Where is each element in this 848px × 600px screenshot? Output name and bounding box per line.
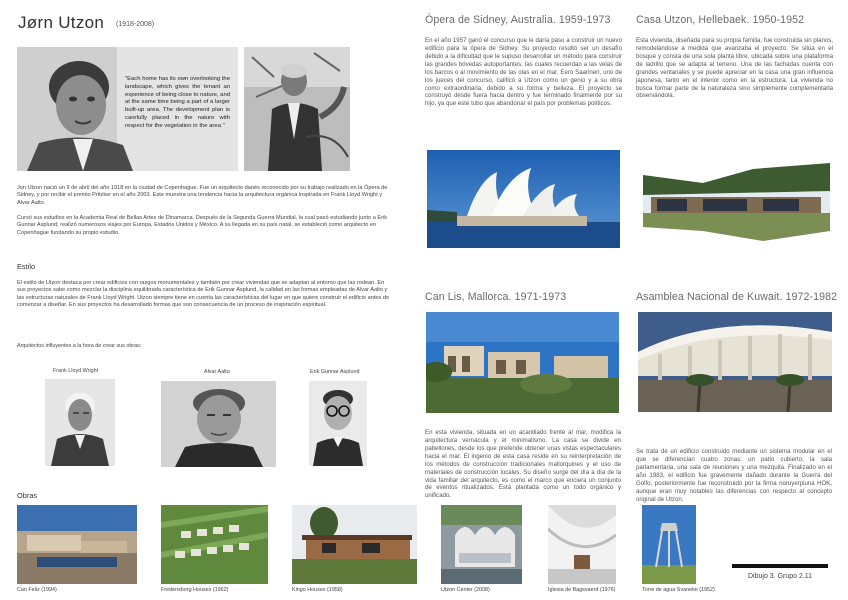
work-caption-can-feliz: Can Feliz (1994) [17, 587, 57, 593]
work-photo-svaneke [642, 505, 696, 584]
aalto-portrait [161, 381, 276, 467]
kuwait-text: Se trata de un edificio construido mediante un sistema modular en el que se diferencian cuatro zonas: un patio cubierto, la sala parlamentaria, una sala de reuniones y una mezquita. Finalizado en el año 1983, el edificio fue gravemente dañado durante la Guerra del Golfo, posteriormente fue reconstruido por la firma noruyerpiuna HOK, aunque eran muy notables las diferencias con respecto al concepto original de Utzon. [636, 448, 832, 503]
work-photo-kingo [292, 505, 417, 584]
sydney-title: Ópera de Sidney, Australia. 1959-1973 [425, 14, 611, 26]
works-heading: Obras [17, 491, 38, 500]
kuwait-title: Asamblea Nacional de Kuwait. 1972-1982 [636, 291, 838, 303]
hellebaek-title: Casa Utzon, Hellebaek. 1950-1952 [636, 14, 805, 26]
footer-label: Dibujo 3. Grupo 2.11 [748, 573, 813, 580]
wright-portrait [45, 379, 115, 466]
style-heading: Estilo [17, 262, 36, 271]
kuwait-photo [638, 312, 832, 412]
canlis-text: En esta vivienda, situada en un acantilado frente al mar, modifica la arquitectura vernácula y el minimalismo. La casa se divide en pabellones, desde los que pretende obtener unas vistas espectaculares hacia el mar. El ingenio de esta casa reside en su reinterpretación de los métodos de construcción tradicionales mallorquines y el uso de materiales de construcción locales. Su diseño surge del día a día de la vida familiar del arquitecto, es como el marco que enciera un conjunto de eventos ritualizados. Está plantada como un todo orgánico y unificado. [425, 429, 621, 500]
work-caption-kingo: Kingo Houses (1958) [292, 587, 343, 593]
work-caption-utzon-center: Utzon Center (2008) [441, 587, 490, 593]
bio-paragraph-1: Jon Utzon nació un 9 de abril del año 1918 en la ciudad de Copenhague. Fue un arquitecto danés reconocido por su trabajo realizado en la Ópera de Sidney, y por recibir el premio Pritzker en el año 2003. Este muestra una tendencia hacia la arquitectura orgánica inspirada en Frank Lloyd Wright y Alvar Aalto. [17, 185, 388, 206]
utzon-sketch-photo [244, 47, 350, 171]
hellebaek-house-photo [643, 161, 830, 241]
utzon-quote: "Each home has its own overlooking the landscape, which gives the tenant an experience of being close to nature, and at the same time being a part of a larger built-up area. The development plan is carefully placed in the nature with respect for the vegetation in the area." [125, 76, 230, 129]
work-photo-fredensborg [161, 505, 268, 584]
influence-name-asplund: Erik Gunnar Asplund [310, 369, 360, 375]
work-caption-fredensborg: Fredensborg Houses (1962) [161, 587, 229, 593]
sydney-text: En el año 1957 ganó el concurso que le daría paso a construir un nuevo edificio para la ópera de Sidney. Su proyecto resultó ser un desafío debido a la dificultad que le supuso desarrollar un método para construir las grandes bóvedas autoportantes, las cuales recuerdan a las velas de los barcos o al movimiento de las olas en el mar. Eero Saarinen, uno de los jueces del concurso, calificó a Utzon como un genio y a su obra como extraordinaria, debido a su forma y belleza. El proyecto se construyó desde fuera hacia dentro y fue terminado finalmente por su hijo, ya que este tubo que abandonar el país por problemas políticos. [425, 37, 622, 108]
work-caption-svaneke: Torre de agua Svaneke (1952) [642, 587, 715, 593]
work-photo-utzon-center [441, 505, 522, 584]
hellebaek-text: Esta vivienda, diseñada para su propia familia, fue construida sin planos, remodelándose a medida que avanzaba el proyecto. Se sitúa en el bosque y consta de una sola planta libre, ubicada sobre una plataforma de ladrillo que se adapta al terreno. Una de las fachadas cuenta con grandes ventanales y se puede apreciar en la casa una gran influencia japonesa, tanto en el interior como en la estructura. La vivienda no busca formar parte de la naturaleza sino simplemente complementarla observándola. [636, 37, 833, 100]
influences-heading: Arquitectos influyentes a la hora de crear sus obras: [17, 343, 142, 349]
canlis-title: Can Lis, Mallorca. 1971-1973 [425, 291, 567, 303]
canlis-photo [426, 312, 619, 413]
influence-name-wright: Frank Lloyd Wright [53, 368, 99, 374]
work-photo-bagsvaerd [548, 505, 616, 584]
influence-name-aalto: Alvar Aalto [204, 369, 230, 375]
architect-name: Jørn Utzon [18, 13, 105, 32]
sydney-opera-photo [427, 150, 620, 248]
work-caption-bagsvaerd: Iglesia de Bagsvaerd (1976) [548, 587, 616, 593]
bio-paragraph-2: Cursó sus estudios en la Academia Real de Bellas Artes de Dinamarca. Después de la Segunda Guerra Mundial, la cual pasó estudiando junto a Erik Gunnar Asplund, realizó numerosos viajes por Europa, Estados Unidos y México. A su llegada en su país natal, se estableció como arquitecto en Copenhague fundando su propio estudio. [17, 215, 388, 236]
work-photo-can-feliz [17, 505, 137, 584]
style-text: El estilo de Utzon destaca por crear edificios con rasgos monumentales y también por crear viviendas que se adaptan al entorno que las rodean. En sus proyectos sabe como mezclar la disciplina equilibrada característica de Erik Gunnar Asplund, la calidad en las formas empleadas de Alvar Aalto y las estructuras naturales de Frank Lloyd Wright. Utzon siempre tiene en cuenta las características del lugar en que quiere construir el edificio antes de comenzar a diseñar. En sus proyectos ha desarrollado formas que son consecuencia de un proceso de inspiración espiritual. [17, 280, 390, 309]
asplund-portrait [309, 381, 367, 466]
architect-years: (1918-2008) [116, 21, 155, 28]
footer-rule [732, 564, 828, 568]
